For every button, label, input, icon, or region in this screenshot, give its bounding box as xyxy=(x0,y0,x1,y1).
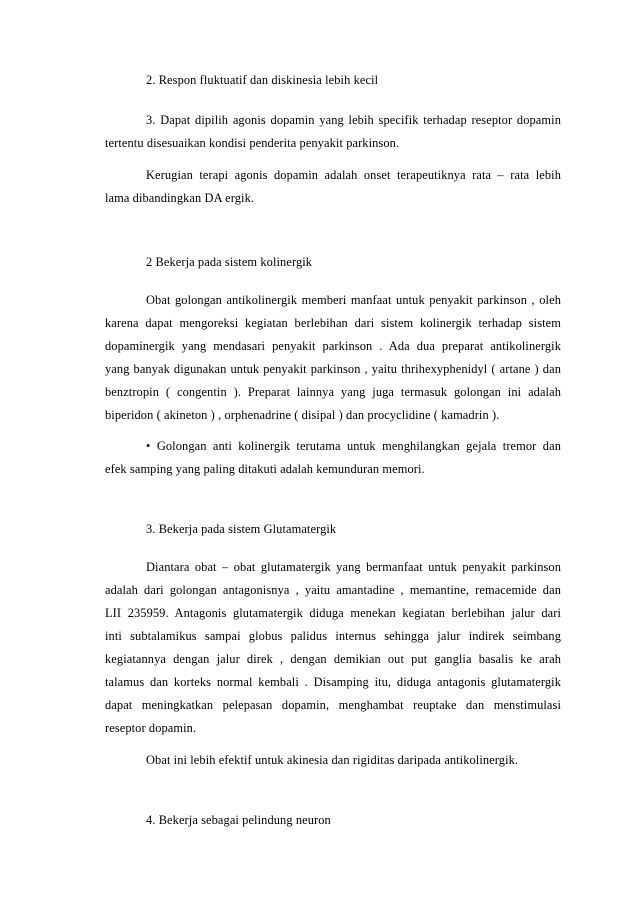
paragraph-glutamatergik-line-5: kegiatannya dengan jalur direk , dengan demikian out put ganglia basalis ke arah xyxy=(105,652,561,666)
paragraph-glutamatergik-line-3: LII 235959. Antagonis glutamatergik diduga menekan kegiatan berlebihan jalur dari xyxy=(105,606,561,620)
paragraph-glutamatergik-line-6: talamus dan korteks normal kembali . Disamping itu, diduga antagonis glutamatergik xyxy=(105,675,561,689)
paragraph-antikolinergik-line-1: Obat golongan antikolinergik memberi manfaat untuk penyakit parkinson , oleh xyxy=(146,293,561,307)
bullet-golongan-line-1: • Golongan anti kolinergik terutama untuk menghilangkan gejala tremor dan xyxy=(146,439,561,453)
paragraph-antikolinergik-line-5: benztropin ( congentin ). Preparat lainnya yang juga termasuk golongan ini adalah xyxy=(105,385,561,399)
paragraph-kerugian-line-1: Kerugian terapi agonis dopamin adalah onset terapeutiknya rata – rata lebih xyxy=(146,168,561,182)
list-item-agonis-line-2: tertentu disesuaikan kondisi penderita penyakit parkinson. xyxy=(105,136,400,150)
paragraph-glutamatergik-line-2: adalah dari golongan antagonisnya , yaitu amantadine , memantine, remacemide dan xyxy=(105,583,561,597)
section-heading-kolinergik: 2 Bekerja pada sistem kolinergik xyxy=(146,255,313,269)
section-heading-pelindung-neuron: 4. Bekerja sebagai pelindung neuron xyxy=(146,813,331,827)
paragraph-glutamatergik-line-1: Diantara obat – obat glutamatergik yang bermanfaat untuk penyakit parkinson xyxy=(146,560,561,574)
paragraph-antikolinergik-line-2: karena dapat mengoreksi kegiatan berlebihan dari sistem kolinergik terhadap sistem xyxy=(105,316,561,330)
paragraph-kerugian-line-2: lama dibandingkan DA ergik. xyxy=(105,191,255,205)
paragraph-antikolinergik-line-3: dopaminergik yang mendasari penyakit parkinson . Ada dua preparat antikolinergik xyxy=(105,339,561,353)
list-item-agonis-line-1: 3. Dapat dipilih agonis dopamin yang lebih specifik terhadap reseptor dopamin xyxy=(146,113,561,127)
paragraph-glutamatergik-line-8: reseptor dopamin. xyxy=(105,721,197,735)
paragraph-obat-efektif: Obat ini lebih efektif untuk akinesia dan rigiditas daripada antikolinergik. xyxy=(146,753,519,767)
paragraph-glutamatergik-line-7: dapat meningkatkan pelepasan dopamin, menghambat reuptake dan menstimulasi xyxy=(105,698,561,712)
list-item-respon-fluktuatif: 2. Respon fluktuatif dan diskinesia lebih kecil xyxy=(146,73,379,87)
paragraph-antikolinergik-line-4: yang banyak digunakan untuk penyakit parkinson , yaitu thrihexyphenidyl ( artane ) dan xyxy=(105,362,561,376)
bullet-golongan-line-2: efek samping yang paling ditakuti adalah kemunduran memori. xyxy=(105,462,425,476)
section-heading-glutamatergik: 3. Bekerja pada sistem Glutamatergik xyxy=(146,522,337,536)
paragraph-glutamatergik-line-4: inti subtalamikus sampai globus palidus internus sehingga jalur indirek seimbang xyxy=(105,629,561,643)
paragraph-antikolinergik-line-6: biperidon ( akineton ) , orphenadrine ( disipal ) dan procyclidine ( kamadrin ). xyxy=(105,408,500,422)
